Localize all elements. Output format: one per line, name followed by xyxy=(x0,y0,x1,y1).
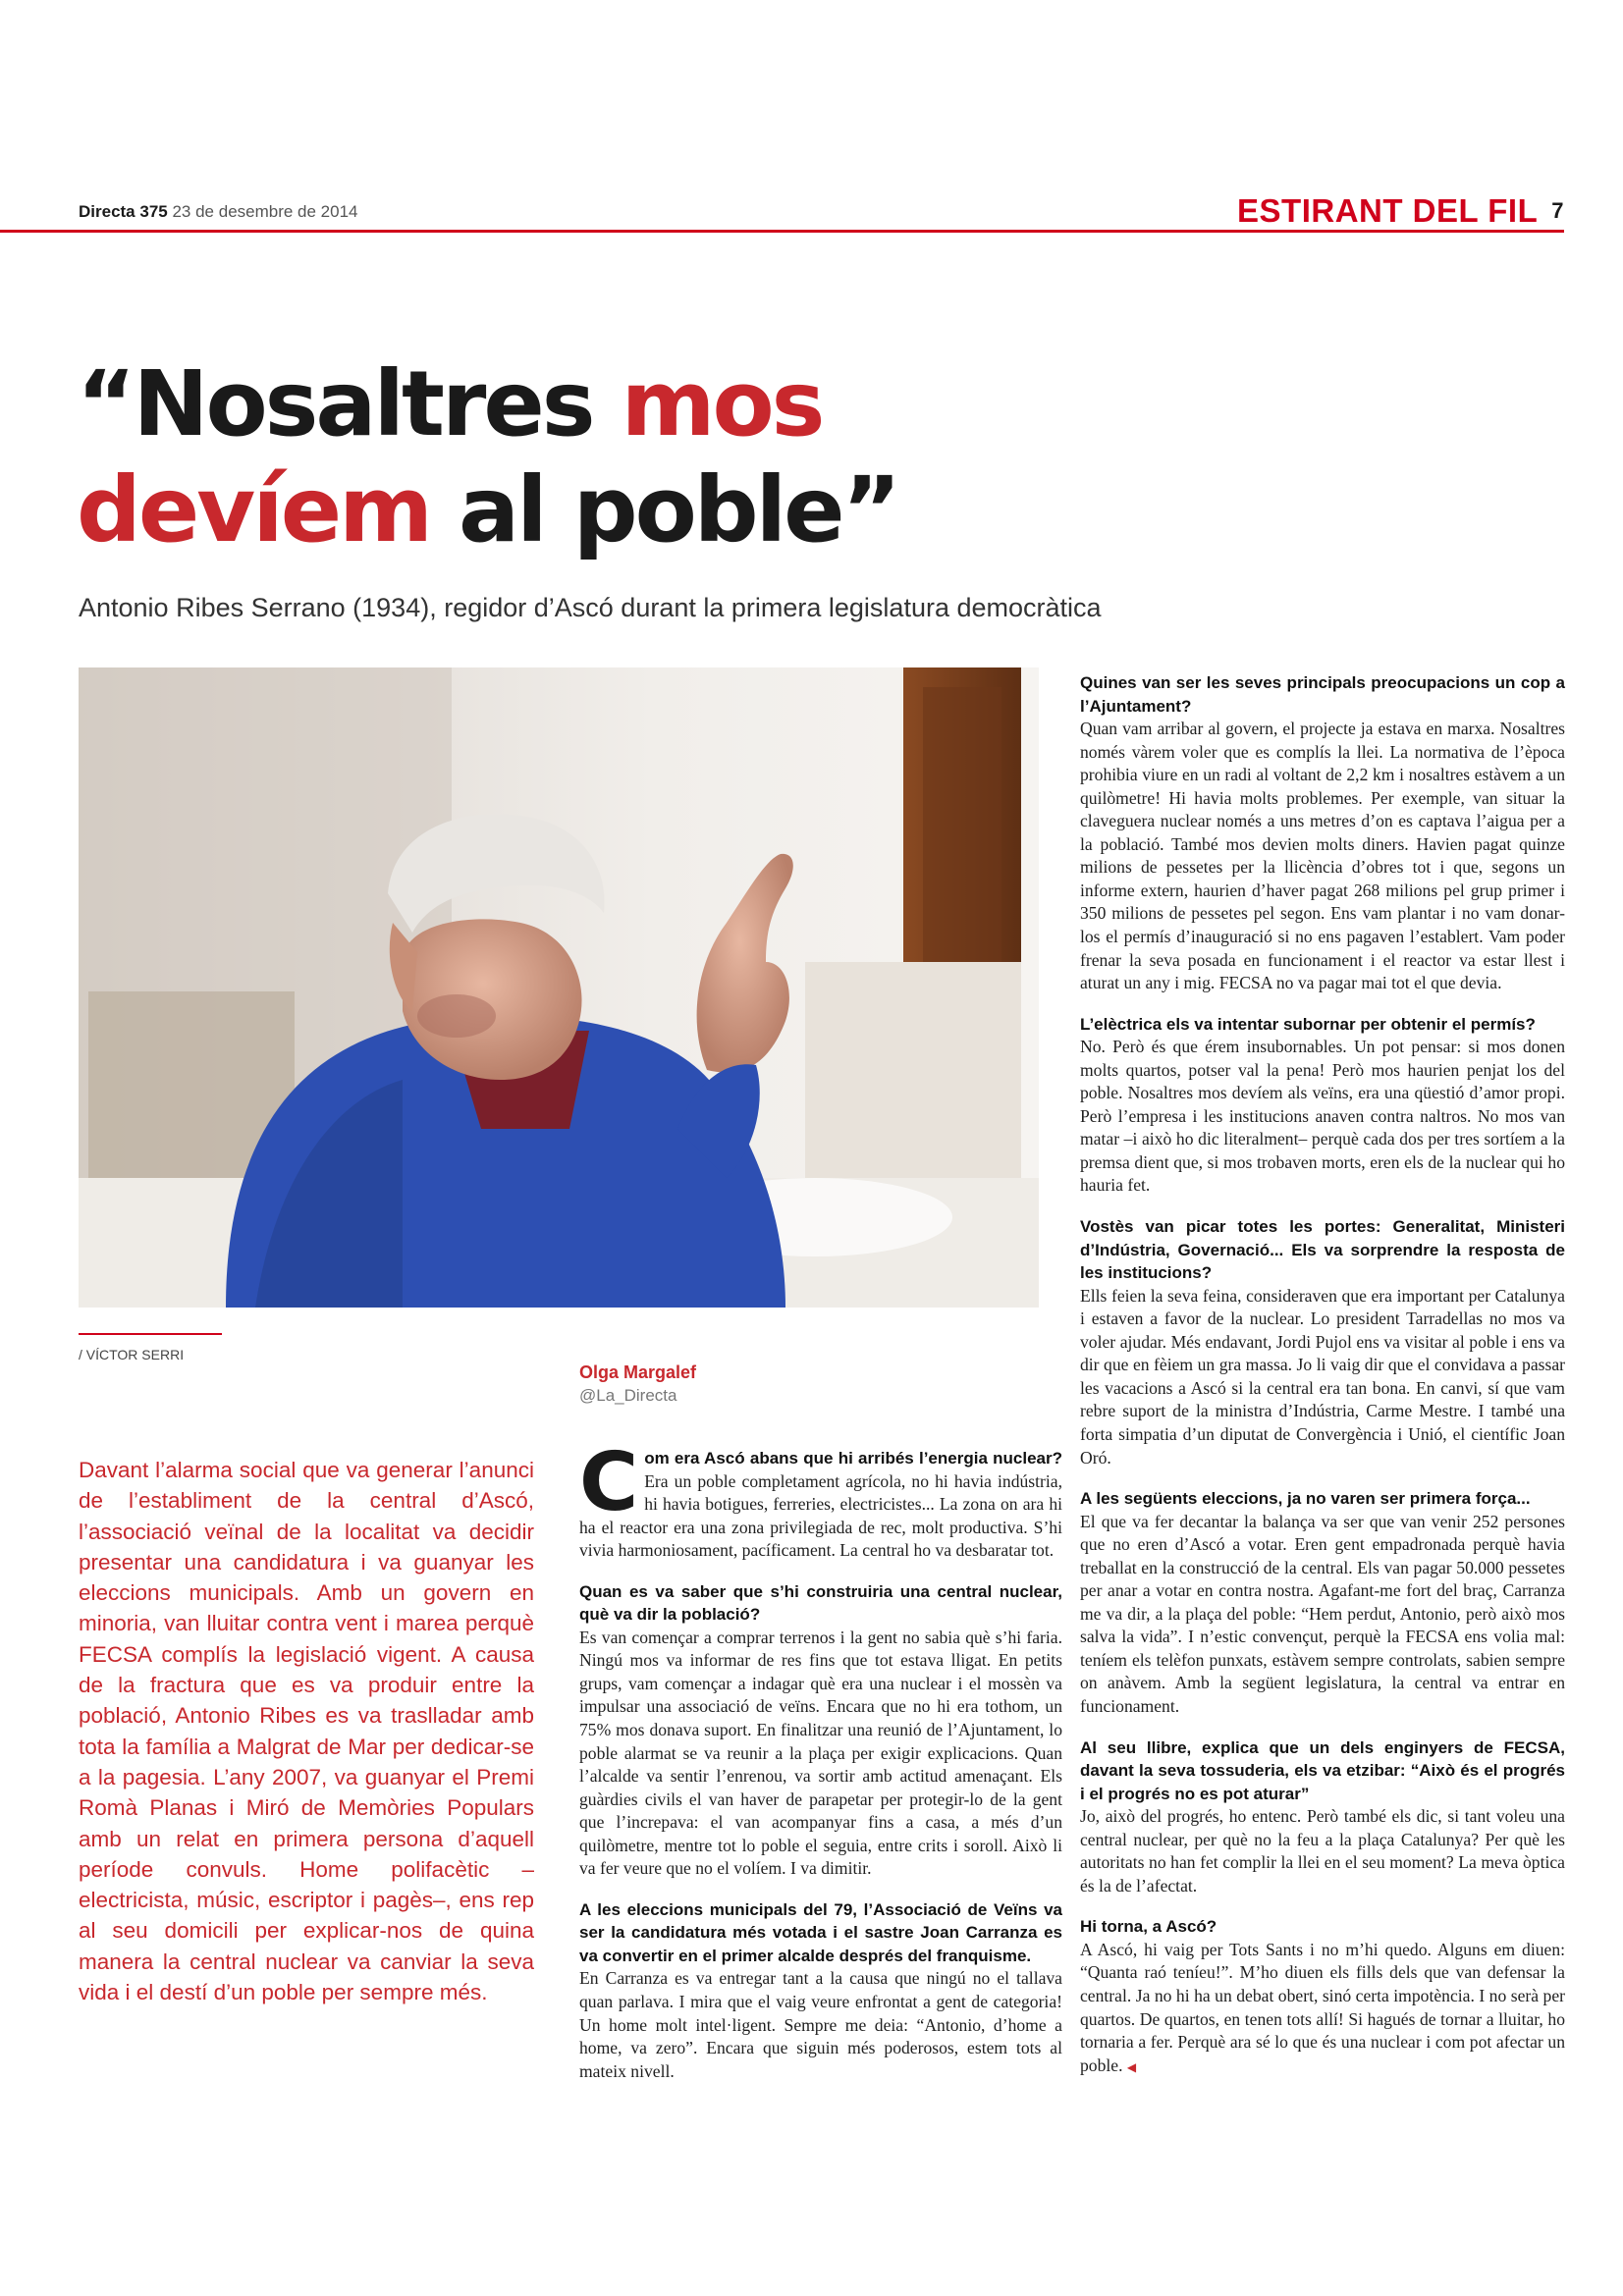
author-handle[interactable]: @La_Directa xyxy=(579,1386,677,1405)
question-2: Quan es va saber que s’hi construiria una central nuclear, què va dir la població? xyxy=(579,1581,1062,1625)
masthead-info xyxy=(79,202,358,222)
author-name: Olga Margalef xyxy=(579,1362,697,1382)
question-5: L’elèctrica els va intentar subornar per obtenir el permís? xyxy=(1080,1014,1536,1034)
headline-part-3: devíem xyxy=(77,457,431,562)
drop-cap: C xyxy=(579,1436,639,1529)
intro-paragraph: Davant l’alarma social que va generar l’anunci de l’establiment de la central d’Ascó, l’associació veïnal de la localitat va decidir presentar una candidatura i va guanyar les eleccions municipals. Amb un govern en minoria, van lluitar contra vent i marea perquè FECSA complís la legislació vigent. A causa de la fractura que es va produir entre la població, Antonio Ribes es va traslladar amb tota la família a Malgrat de Mar per dedicar-se a la pagesia. L’any 2007, va guanyar el Premi Romà Planas i Miró de Memòries Populars amb un relat en primera persona d’aquell període convuls. Home polifacètic –electricista, músic, escriptor i pagès–, ens rep al seu domicili per explicar-nos de quina manera la central nuclear va canviar la seva vida i el destí d’un poble per sempre més. xyxy=(79,1458,534,2005)
article-column-right xyxy=(1080,671,1565,2079)
answer-7: El que va fer decantar la balança va ser que van venir 252 persones que no eren d’Ascó a votar. Eren gent empadronada perquè havia treballat en la construcció de la central. Els van pagar 50.000 pessetes per anar a votar en contra nostra. Agafant-me fort del braç, Carranza me va dir, a la plaça del poble: “Hem perdut, Antonio, però això mos salva la vida”. I n’estic convençut, perquè la FECSA ens volia mal: teníem els telèfon punxats, estàvem sempre controlats, sabien sempre on anàvem. Amb la següent legislatura, la central va entrar en funcionament. xyxy=(1080,1511,1565,1716)
section-title xyxy=(1237,192,1564,230)
answer-6: Ells feien la seva feina, consideraven que era important per Catalunya i estaven a favor de la nuclear. Lo president Tarradellas no mos va voler ajudar. Més endavant, Jordi Pujol ens va visitar al poble i ens va dir que en fèiem un gra massa. Jo li vaig dir que el convidava a passar les vacacions a Ascó si la central era tan bona. En canvi, sí que vam rebre suport de la ministra d’Indústria, Carme Mestre. I també una forta simpatia d’un diputat de Convergència i Unió, el científic Joan Oró. xyxy=(1080,1285,1565,1468)
subtitle: Antonio Ribes Serrano (1934), regidor d’Ascó durant la primera legislatura democràtica xyxy=(79,593,1102,622)
answer-9: A Ascó, hi vaig per Tots Sants i no m’hi quedo. Alguns em diuen: “Quanta raó teníeu!”. M’ho diuen els fills dels que van defensar la central. Ja no hi ha un debat obert, sinó certa impotència. I no serà per quartos. De quartos, en tenen tots allí! Si hagués de tornar a lluitar, ho tornaria a fer. Perquè ara sé lo que és una nuclear i com pot afectar un poble. xyxy=(1080,1939,1565,2075)
question-3: A les eleccions municipals del 79, l’Associació de Veïns va ser la candidatura més votada i el sastre Joan Carranza es va convertir en el primer alcalde després del franquisme. xyxy=(579,1899,1062,1965)
end-mark-icon: ◀ xyxy=(1126,2059,1137,2074)
headline xyxy=(77,351,1530,563)
headline-part-1: “Nosaltres xyxy=(77,351,622,456)
question-1: om era Ascó abans que hi arribés l’energia nuclear? xyxy=(644,1449,1062,1468)
question-7: A les següents eleccions, ja no varen ser primera força... xyxy=(1080,1489,1531,1509)
issue-date: 23 de desembre de 2014 xyxy=(172,202,358,221)
question-4: Quines van ser les seves principals preocupacions un cop a l’Ajuntament? xyxy=(1080,673,1565,716)
publication-name: Directa 375 xyxy=(79,202,168,221)
question-8: Al seu llibre, explica que un dels enginyers de FECSA, davant la seva tossuderia, els va etzibar: “Això és el progrés i el progrés no es pot aturar” xyxy=(1080,1737,1565,1803)
header-divider xyxy=(0,230,1564,233)
portrait-illustration xyxy=(79,667,1039,1308)
headline-part-4: al poble” xyxy=(430,457,899,562)
section-label: ESTIRANT DEL FIL xyxy=(1237,192,1539,229)
photo-credit-divider xyxy=(79,1333,222,1335)
page-number: 7 xyxy=(1551,198,1564,223)
answer-5: No. Però és que érem insubornables. Un pot pensar: si mos donen molts quartos, potser val la pena! Però mos haurien penjat los del poble. Nosaltres mos devíem als veïns, era una qüestió d’amor propi. Però l’empresa i les institucions anaven contra naltros. No mos van matar –i això ho dic literalment– perquè cada dos per tres sortíem a la premsa dient que, si mos trobaven morts, eren els de la nuclear qui ho hauria fet. xyxy=(1080,1037,1565,1196)
interview-photo xyxy=(79,667,1039,1308)
answer-3: En Carranza es va entregar tant a la causa que ningú no el tallava quan parlava. I mira que el vaig veure enfrontat a gent de categoria! Un home molt intel·ligent. Sempre me deia: “Antonio, d’home a home, va zero”. Encara que siguin més poderosos, estem tots al mateix nivell. xyxy=(579,1968,1062,2081)
photo-credit: / VÍCTOR SERRI xyxy=(79,1347,185,1362)
answer-8: Jo, això del progrés, ho entenc. Però també els dic, si tant voleu una central nuclear, per què no la feu a la plaça Catalunya? Per què les autoritats no han fet complir la llei en el seu moment? La meva òptica és la de l’afectat. xyxy=(1080,1806,1565,1896)
answer-2: Es van començar a comprar terrenos i la gent no sabia què s’hi faria. Ningú mos va informar de res fins que tot estava lligat. En petits grups, vam començar a indagar què era una nuclear i el mossèn va impulsar una associació de veïns. Encara que no hi era tothom, un 75% mos donava suport. En finalitzar una reunió de l’Ajuntament, lo poble alarmat se va reunir a la plaça per exigir explicacions. Quan l’alcalde va sentir l’enrenou, va sortir amb actitud amenaçant. Els guàrdies civils el van haver de parapetar per protegir-lo de la gent que l’increpava: el van acompanyar fins a casa, a més d’un quilòmetre, mentre tot lo poble el seguia, entre crits i soroll. Això li va fer veure que no el volíem. I va dimitir. xyxy=(579,1627,1062,1879)
question-6: Vostès van picar totes les portes: Generalitat, Ministeri d’Indústria, Governació... Els va sorprendre la resposta de les institucions? xyxy=(1080,1217,1565,1283)
headline-part-2: mos xyxy=(621,351,823,456)
answer-4: Quan vam arribar al govern, el projecte ja estava en marxa. Nosaltres només vàrem voler que es complís la llei. La normativa de l’època prohibia viure en un radi al voltant de 2,2 km i nosaltres estàvem a un quilòmetre! Hi havia molts problemes. Per exemple, van situar la claveguera nuclear només a uns metres d’on es captava l’aigua per a la població. També mos devien molts diners. Havien pagat quinze milions de pessetes per la llicència d’obres tot i que, segons un informe extern, haurien d’haver pagat 268 milions pel grup primer i 350 milions de pessetes pel segon. Ens vam plantar i no vam donar-los el permís d’inauguració si no ens pagaven l’establert. Vam poder frenar la seva posada en funcionament i el reactor va estar llest i aturat un any i mig. FECSA no va pagar mai tot el que devia. xyxy=(1080,719,1565,993)
answer-1: Era un poble completament agrícola, no hi havia indústria, hi havia botigues, ferreries, electricistes... La zona on ara hi ha el reactor era una zona privilegiada de rec, molt productiva. S’hi vivia harmoniosament, pacíficament. La central ho va desbaratar tot. xyxy=(579,1470,1062,1561)
question-9: Hi torna, a Ascó? xyxy=(1080,1917,1217,1937)
article-column-middle xyxy=(579,1436,1062,2083)
